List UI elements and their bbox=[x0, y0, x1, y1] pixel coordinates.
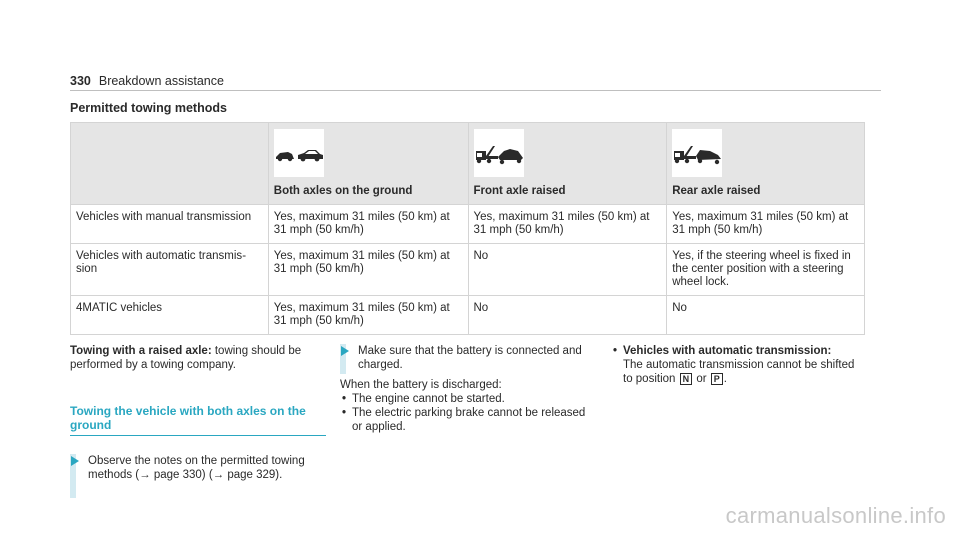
table-cell: Yes, maximum 31 miles (50 km) at 31 mph (50 km/h) bbox=[468, 205, 667, 244]
section-title: Permitted towing methods bbox=[70, 101, 227, 115]
text-column-3 bbox=[611, 344, 866, 386]
row-label: Vehicles with automatic transmission bbox=[71, 244, 269, 296]
header-both-axles bbox=[268, 123, 468, 205]
page-header bbox=[70, 74, 224, 88]
list-item: • The electric parking brake cannot be released or applied. bbox=[340, 406, 595, 434]
gear-p-symbol: P bbox=[711, 373, 723, 385]
row-label: Vehicles with manual transmission bbox=[71, 205, 269, 244]
towing-methods-table bbox=[70, 122, 865, 335]
header-empty-cell bbox=[71, 123, 269, 205]
row-label: 4MATIC vehicles bbox=[71, 296, 269, 335]
list-item: • The engine cannot be started. bbox=[340, 392, 595, 406]
table-row bbox=[71, 205, 865, 244]
tow-truck-front-raised-icon bbox=[474, 129, 524, 177]
header-rear-raised bbox=[667, 123, 865, 205]
towing-note bbox=[70, 344, 326, 372]
text-column-1 bbox=[70, 344, 326, 482]
table-row bbox=[71, 244, 865, 296]
table-cell: No bbox=[468, 244, 667, 296]
battery-intro: When the battery is discharged: bbox=[340, 379, 502, 391]
car-on-ground-icon bbox=[274, 129, 324, 177]
column-label: Front axle raised bbox=[473, 185, 566, 197]
column-label: Rear axle raised bbox=[672, 185, 761, 197]
table-cell: Yes, maximum 31 miles (50 km) at 31 mph (50 km/h) bbox=[268, 244, 468, 296]
table-cell: Yes, if the steering wheel is fixed in the center position with a steering wheel lock. bbox=[667, 244, 865, 296]
table-cell: Yes, maximum 31 miles (50 km) at 31 mph (50 km/h) bbox=[268, 205, 468, 244]
tow-truck-rear-raised-icon bbox=[672, 129, 722, 177]
column-label: Both axles on the ground bbox=[273, 185, 413, 197]
section-name: Breakdown assistance bbox=[98, 74, 224, 88]
gear-n-symbol: N bbox=[680, 373, 693, 385]
table-cell: No bbox=[468, 296, 667, 335]
towing-note-text: towing should be performed by a towing company. bbox=[70, 345, 302, 371]
table-cell: Yes, maximum 31 miles (50 km) at 31 mph (50 km/h) bbox=[268, 296, 468, 335]
step-arrow-icon bbox=[341, 346, 349, 356]
instruction-step bbox=[70, 454, 326, 482]
step-arrow-icon bbox=[71, 456, 79, 466]
step-text: Observe the notes on the permitted towing methods (→ page 330) (→ page 329). bbox=[88, 455, 305, 481]
table-cell: Yes, maximum 31 miles (50 km) at 31 mph (50 km/h) bbox=[667, 205, 865, 244]
bullet-text: The automatic transmission cannot be shifted to position bbox=[623, 359, 855, 385]
bullet-lead: Vehicles with automatic transmission: bbox=[623, 345, 832, 357]
table-header-row bbox=[71, 123, 865, 205]
header-rule bbox=[70, 90, 881, 91]
table-row bbox=[71, 296, 865, 335]
towing-note-lead: Towing with a raised axle: bbox=[70, 345, 212, 357]
list-item bbox=[611, 344, 866, 386]
step-text: Make sure that the battery is connected and charged. bbox=[358, 345, 582, 371]
text-column-2 bbox=[340, 344, 595, 434]
bullet-end: . bbox=[723, 373, 727, 385]
subsection-heading: Towing the vehicle with both axles on the ground bbox=[70, 404, 326, 436]
table-cell: No bbox=[667, 296, 865, 335]
page-number: 330 bbox=[70, 74, 91, 88]
watermark: carmanualsonline.info bbox=[725, 503, 946, 528]
header-front-raised bbox=[468, 123, 667, 205]
instruction-step bbox=[340, 344, 595, 372]
bullet-connector: or bbox=[693, 373, 710, 385]
